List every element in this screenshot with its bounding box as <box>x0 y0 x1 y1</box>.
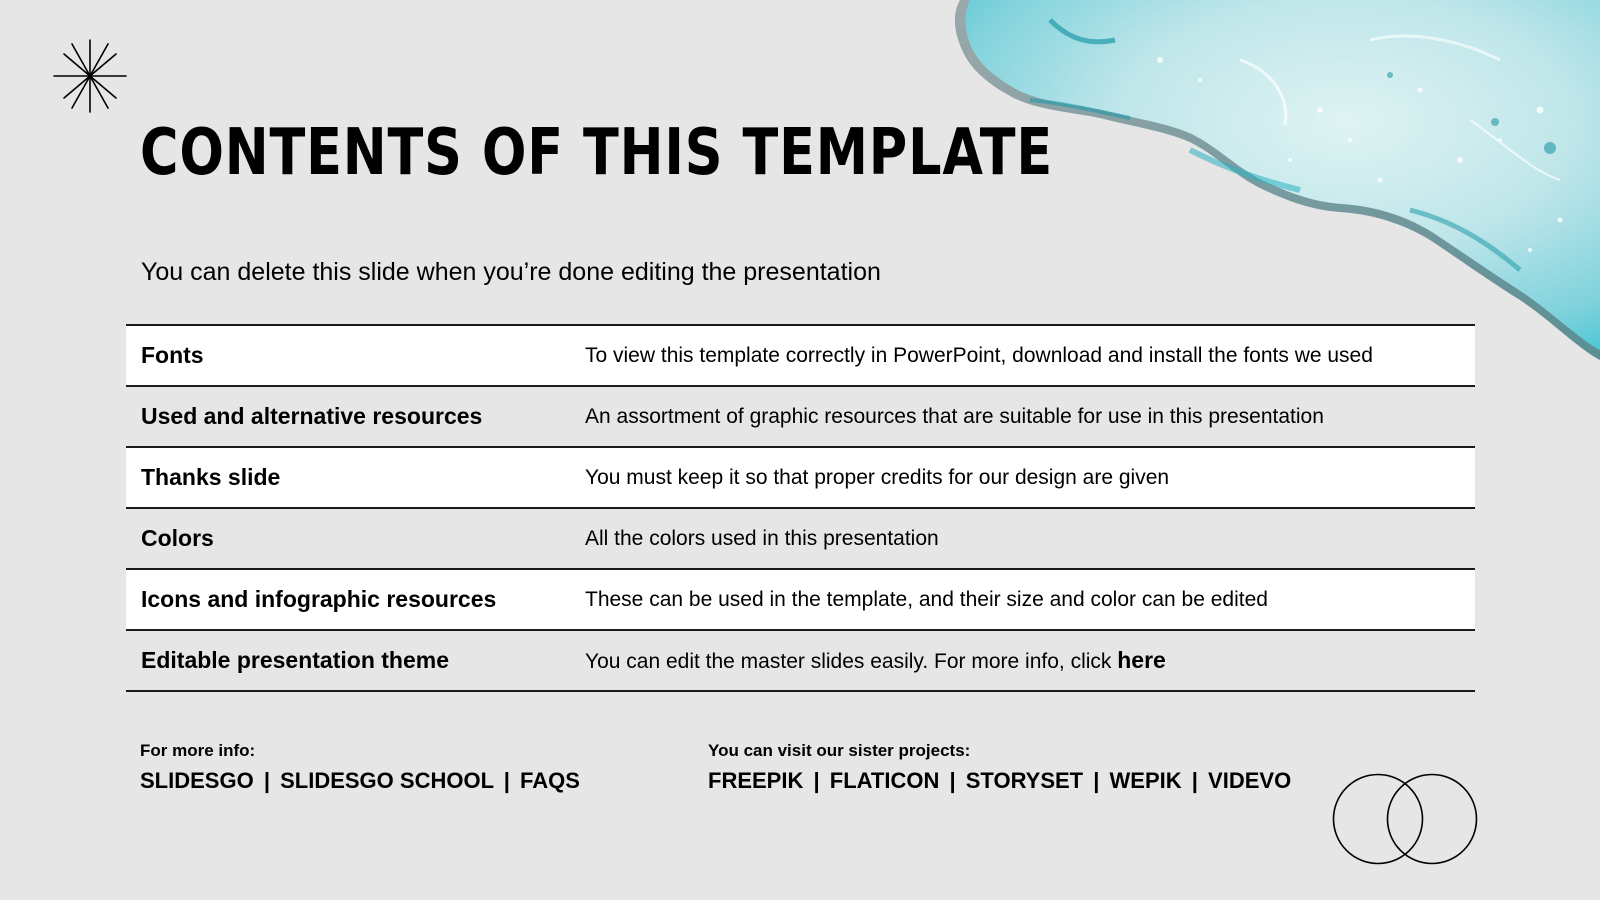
link-separator: | <box>949 768 956 793</box>
row-name: Icons and infographic resources <box>141 586 497 612</box>
faqs-link[interactable]: FAQS <box>520 768 580 793</box>
row-description: To view this template correctly in PowerPoint, download and install the fonts we used <box>585 343 1373 367</box>
link-separator: | <box>503 768 510 793</box>
table-row <box>126 631 1475 692</box>
sister-projects-links <box>708 768 1291 794</box>
link-separator: | <box>263 768 270 793</box>
overlapping-circles-icon <box>1332 772 1478 866</box>
row-description: You must keep it so that proper credits for our design are given <box>585 465 1170 489</box>
contents-table <box>126 324 1475 692</box>
row-description: These can be used in the template, and their size and color can be edited <box>585 587 1268 611</box>
row-name: Thanks slide <box>141 464 281 490</box>
slide-subtitle: You can delete this slide when you’re done editing the presentation <box>141 258 881 286</box>
link-separator: | <box>1093 768 1100 793</box>
table-row <box>126 509 1475 570</box>
videvo-link[interactable]: VIDEVO <box>1208 768 1292 793</box>
slidesgo-school-link[interactable]: SLIDESGO SCHOOL <box>280 768 494 793</box>
table-row <box>126 326 1475 387</box>
freepik-link[interactable]: FREEPIK <box>708 768 804 793</box>
table-row <box>126 570 1475 631</box>
here-link[interactable]: here <box>1117 647 1166 673</box>
storyset-link[interactable]: STORYSET <box>965 768 1084 793</box>
link-separator: | <box>1191 768 1198 793</box>
more-info-label: For more info: <box>140 741 256 760</box>
table-row <box>126 448 1475 509</box>
slidesgo-link[interactable]: SLIDESGO <box>140 768 254 793</box>
link-separator: | <box>813 768 820 793</box>
row-name: Fonts <box>141 342 204 368</box>
row-description: An assortment of graphic resources that are suitable for use in this presentation <box>585 404 1324 428</box>
sister-projects-block <box>708 741 1291 794</box>
row-name: Used and alternative resources <box>141 403 483 429</box>
row-name: Editable presentation theme <box>141 647 450 673</box>
row-name: Colors <box>141 525 214 551</box>
wepik-link[interactable]: WEPIK <box>1109 768 1182 793</box>
table-row <box>126 387 1475 448</box>
row-description <box>585 647 1166 674</box>
sister-projects-label: You can visit our sister projects: <box>708 741 971 760</box>
flaticon-link[interactable]: FLATICON <box>829 768 940 793</box>
slide-title: CONTENTS OF THIS TEMPLATE <box>140 116 1053 190</box>
row-description-text: You can edit the master slides easily. For more info, click <box>585 650 1118 673</box>
more-info-block <box>140 741 580 794</box>
asterisk-icon <box>52 38 128 114</box>
more-info-links <box>140 768 580 794</box>
row-description: All the colors used in this presentation <box>585 526 939 550</box>
